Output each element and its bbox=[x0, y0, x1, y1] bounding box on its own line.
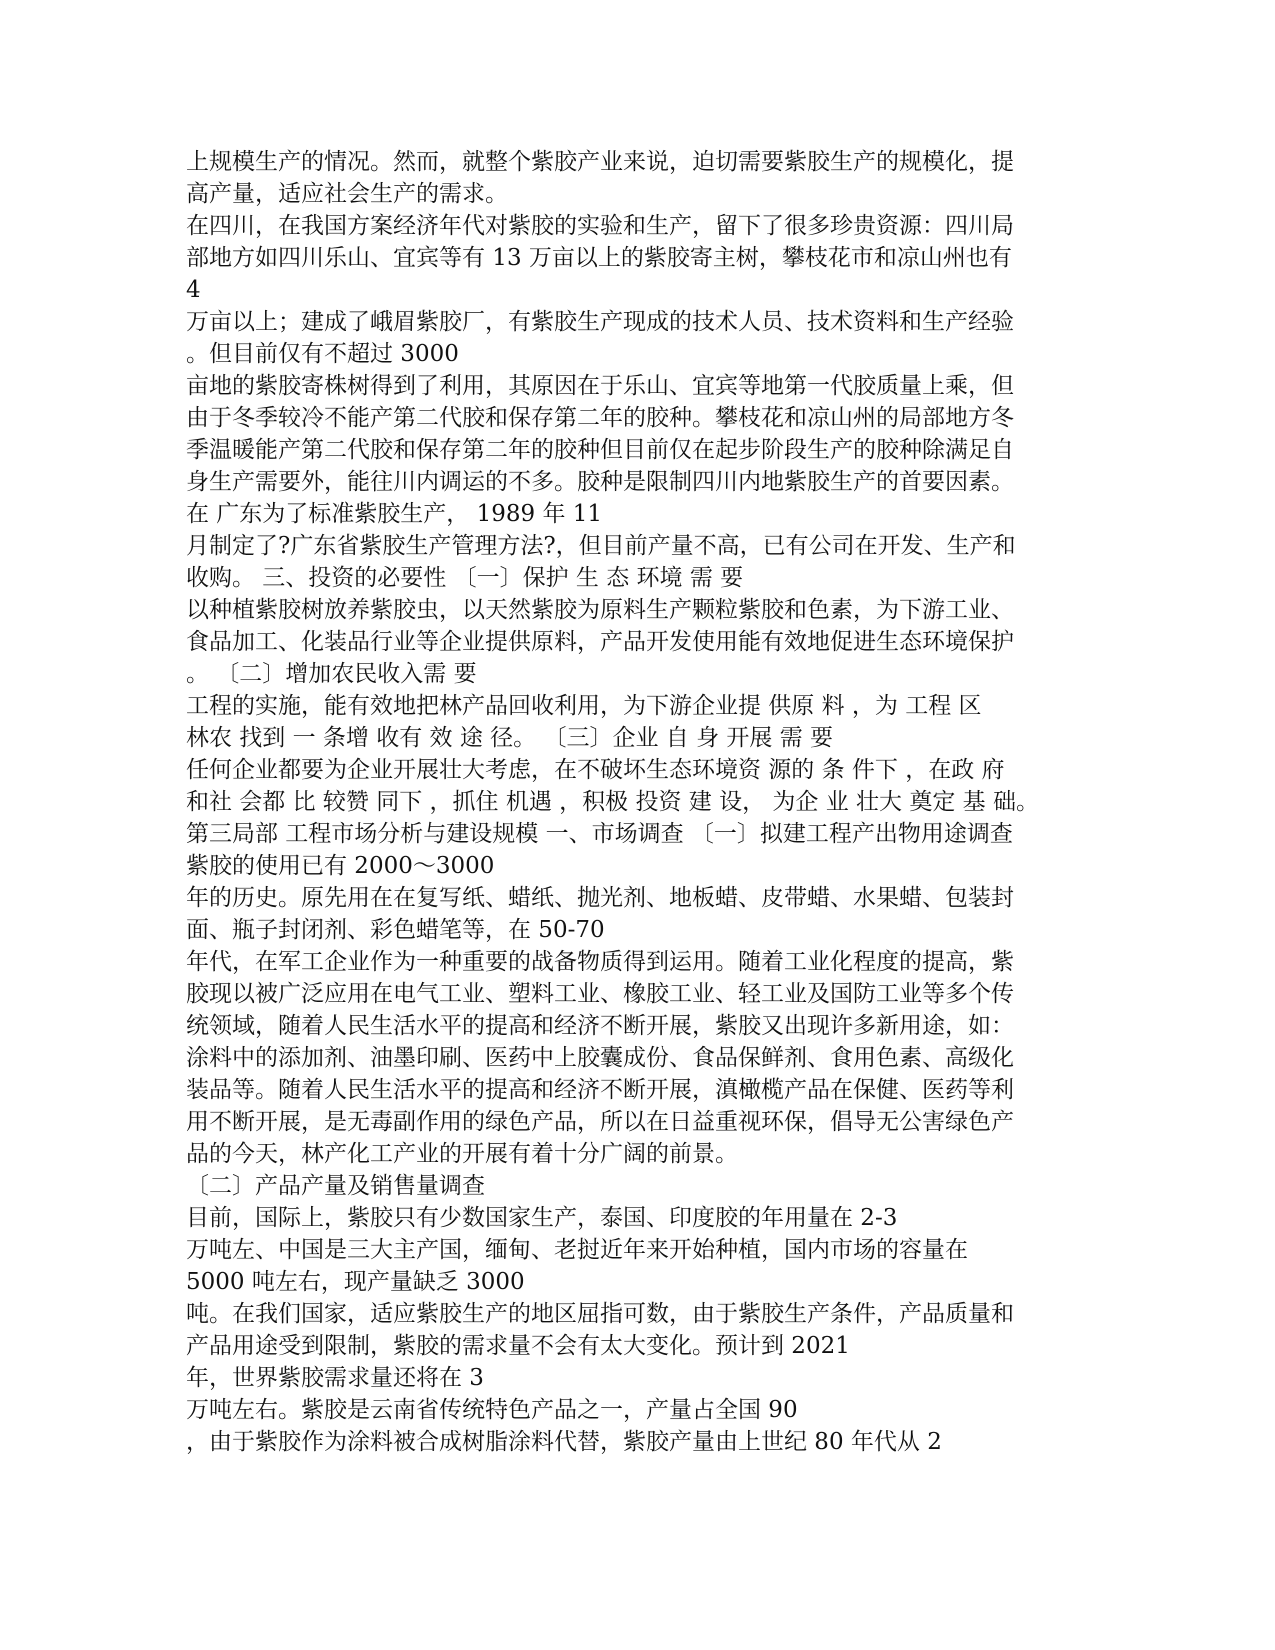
text-line: 胶现以被广泛应用在电气工业、塑料工业、橡胶工业、轻工业及国防工业等多个传 bbox=[186, 981, 1014, 1007]
text-line: 4 bbox=[186, 277, 201, 303]
text-line: 年代，在军工企业作为一种重要的战备物质得到运用。随着工业化程度的提高，紫 bbox=[186, 949, 1014, 975]
text-line: 品的今天，林产化工产业的开展有着十分广阔的前景。 bbox=[186, 1141, 738, 1167]
text-line: 在 广东为了标准紫胶生产， 1989 年 11 bbox=[186, 501, 603, 527]
text-line: 月制定了?广东省紫胶生产管理方法?，但目前产量不高，已有公司在开发、生产和 bbox=[186, 533, 1016, 559]
text-line: 部地方如四川乐山、宜宾等有 13 万亩以上的紫胶寄主树，攀枝花市和凉山州也有 bbox=[186, 245, 1012, 271]
text-line: 和社 会都 比 较赞 同下 ，抓住 机遇 ，积极 投资 建 设， 为企 业 壮大 奠定 基 础。 bbox=[186, 789, 1039, 815]
text-line: 在四川，在我国方案经济年代对紫胶的实验和生产，留下了很多珍贵资源：四川局 bbox=[186, 213, 1014, 239]
text-line: 。 〔二〕增加农民收入需 要 bbox=[186, 661, 477, 687]
text-line: 亩地的紫胶寄株树得到了利用，其原因在于乐山、宜宾等地第一代胶质量上乘，但 bbox=[186, 373, 1014, 399]
text-line: 万吨左、中国是三大主产国，缅甸、老挝近年来开始种植，国内市场的容量在 bbox=[186, 1237, 968, 1263]
text-line: 食品加工、化装品行业等企业提供原料，产品开发使用能有效地促进生态环境保护 bbox=[186, 629, 1014, 655]
text-line: 上规模生产的情况。然而，就整个紫胶产业来说，迫切需要紫胶生产的规模化，提 bbox=[186, 149, 1014, 175]
text-line: 〔二〕产品产量及销售量调查 bbox=[186, 1173, 485, 1199]
text-line: 季温暖能产第二代胶和保存第二年的胶种但目前仅在起步阶段生产的胶种除满足自 bbox=[186, 437, 1014, 463]
text-line: 紫胶的使用已有 2000～3000 bbox=[186, 853, 495, 879]
text-line: ，由于紫胶作为涂料被合成树脂涂料代替，紫胶产量由上世纪 80 年代从 2 bbox=[186, 1429, 942, 1455]
text-line: 任何企业都要为企业开展壮大考虑，在不破坏生态环境资 源的 条 件下 ，在政 府 bbox=[186, 757, 1005, 783]
text-line: 5000 吨左右，现产量缺乏 3000 bbox=[186, 1269, 525, 1295]
text-line: 身生产需要外，能往川内调运的不多。胶种是限制四川内地紫胶生产的首要因素。 bbox=[186, 469, 1014, 495]
text-line: 收购。 三、投资的必要性 〔一〕保护 生 态 环境 需 要 bbox=[186, 565, 744, 591]
text-line: 工程的实施，能有效地把林产品回收利用，为下游企业提 供原 料 ，为 工程 区 bbox=[186, 693, 982, 719]
text-line: 用不断开展，是无毒副作用的绿色产品，所以在日益重视环保，倡导无公害绿色产 bbox=[186, 1109, 1014, 1135]
text-line: 产品用途受到限制，紫胶的需求量不会有太大变化。预计到 2021 bbox=[186, 1333, 850, 1359]
text-line: 目前，国际上，紫胶只有少数国家生产，泰国、印度胶的年用量在 2-3 bbox=[186, 1205, 898, 1231]
text-line: 面、瓶子封闭剂、彩色蜡笔等，在 50-70 bbox=[186, 917, 605, 943]
text-line: 由于冬季较冷不能产第二代胶和保存第二年的胶种。攀枝花和凉山州的局部地方冬 bbox=[186, 405, 1014, 431]
text-line: 万吨左右。紫胶是云南省传统特色产品之一，产量占全国 90 bbox=[186, 1397, 798, 1423]
text-line: 年，世界紫胶需求量还将在 3 bbox=[186, 1365, 484, 1391]
text-line: 。但目前仅有不超过 3000 bbox=[186, 341, 459, 367]
text-line: 高产量，适应社会生产的需求。 bbox=[186, 181, 508, 207]
text-line: 装品等。随着人民生活水平的提高和经济不断开展，滇橄榄产品在保健、医药等利 bbox=[186, 1077, 1014, 1103]
text-line: 涂料中的添加剂、油墨印刷、医药中上胶囊成份、食品保鲜剂、食用色素、高级化 bbox=[186, 1045, 1014, 1071]
body-text bbox=[186, 146, 1090, 1458]
text-line: 吨。在我们国家，适应紫胶生产的地区屈指可数，由于紫胶生产条件，产品质量和 bbox=[186, 1301, 1014, 1327]
text-line: 以种植紫胶树放养紫胶虫，以天然紫胶为原料生产颗粒紫胶和色素，为下游工业、 bbox=[186, 597, 1014, 623]
text-line: 统领域，随着人民生活水平的提高和经济不断开展，紫胶又出现许多新用途，如： bbox=[186, 1013, 1014, 1039]
text-line: 第三局部 工程市场分析与建设规模 一、市场调查 〔一〕拟建工程产出物用途调查 bbox=[186, 821, 1013, 847]
text-line: 万亩以上；建成了峨眉紫胶厂，有紫胶生产现成的技术人员、技术资料和生产经验 bbox=[186, 309, 1014, 335]
text-line: 年的历史。原先用在在复写纸、蜡纸、抛光剂、地板蜡、皮带蜡、水果蜡、包装封 bbox=[186, 885, 1014, 911]
text-line: 林农 找到 一 条增 收有 效 途 径。 〔三〕企业 自 身 开展 需 要 bbox=[186, 725, 834, 751]
